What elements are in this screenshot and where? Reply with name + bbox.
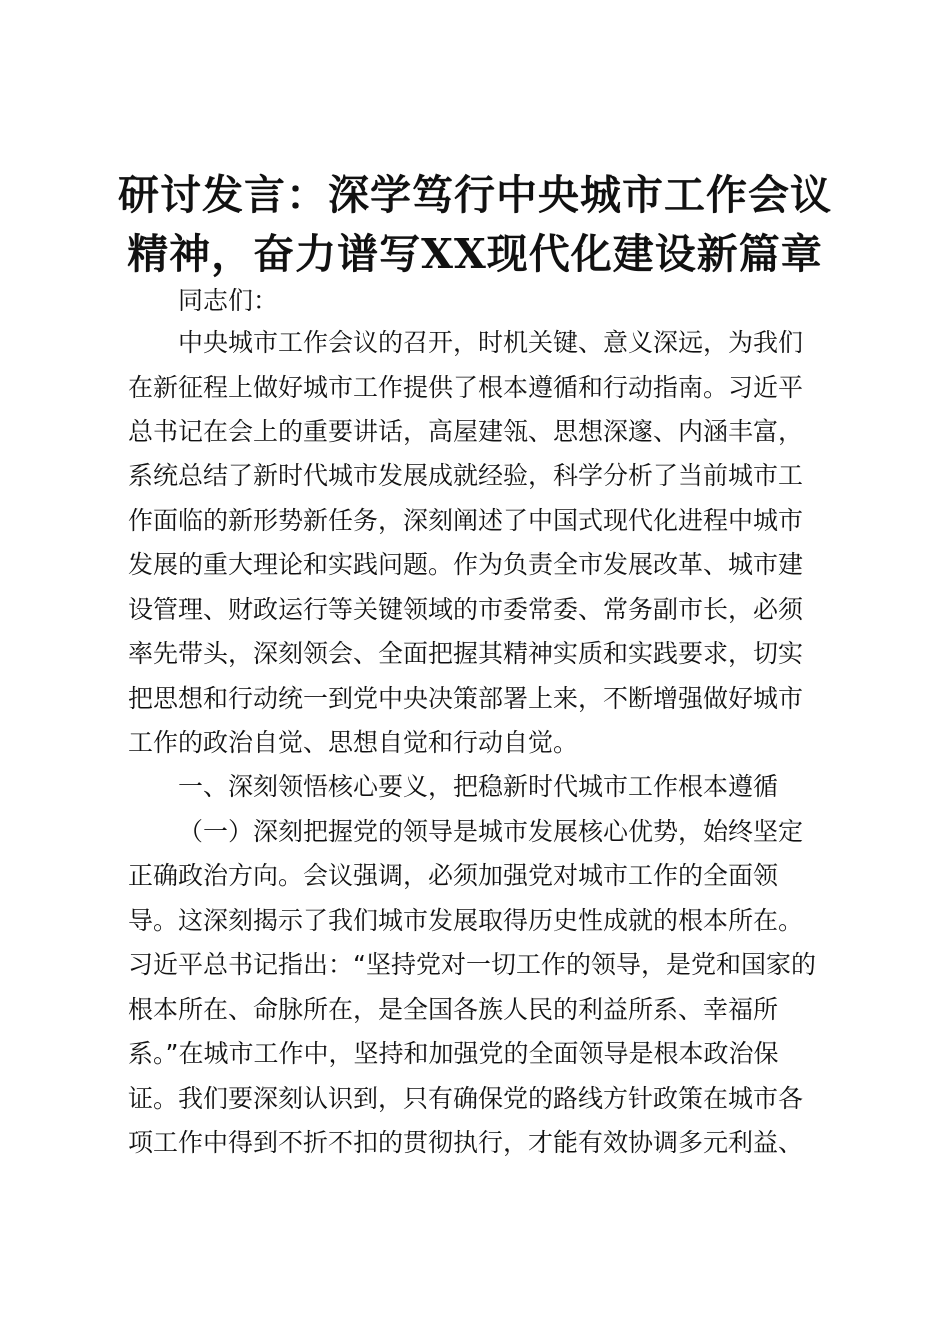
paragraph-line: 中央城市工作会议的召开，时机关键、意义深远，为我们 bbox=[178, 328, 804, 357]
paragraph-line: 系统总结了新时代城市发展成就经验，科学分析了当前城市工 bbox=[128, 461, 804, 490]
document-title bbox=[90, 166, 860, 284]
paragraph-line: 在新征程上做好城市工作提供了根本遵循和行动指南。习近平 bbox=[128, 373, 804, 402]
salutation: 同志们： bbox=[178, 286, 279, 315]
paragraph-line: 工作的政治自觉、思想自觉和行动自觉。 bbox=[128, 728, 579, 757]
paragraph-line: 总书记在会上的重要讲话，高屋建瓴、思想深邃、内涵丰富， bbox=[128, 417, 804, 446]
paragraph-line: 系。”在城市工作中，坚持和加强党的全面领导是根本政治保 bbox=[128, 1039, 779, 1068]
paragraph-line: 设管理、财政运行等关键领域的市委常委、常务副市长，必须 bbox=[128, 595, 804, 624]
subsection-heading: （一）深刻把握党的领导是城市发展核心优势，始终坚定 bbox=[178, 817, 804, 846]
paragraph-line: 项工作中得到不折不扣的贯彻执行，才能有效协调多元利益、 bbox=[128, 1128, 804, 1157]
paragraph-line: 率先带头，深刻领会、全面把握其精神实质和实践要求，切实 bbox=[128, 639, 804, 668]
paragraph-line: 证。我们要深刻认识到，只有确保党的路线方针政策在城市各 bbox=[128, 1084, 804, 1113]
paragraph-line: 导。这深刻揭示了我们城市发展取得历史性成就的根本所在。 bbox=[128, 906, 804, 935]
paragraph-line: 正确政治方向。会议强调，必须加强党对城市工作的全面领 bbox=[128, 861, 779, 890]
paragraph-line: 根本所在、命脉所在，是全国各族人民的利益所系、幸福所 bbox=[128, 995, 779, 1024]
title-line-1: 研讨发言：深学笃行中央城市工作会议 bbox=[118, 171, 832, 219]
paragraph-line: 发展的重大理论和实践问题。作为负责全市发展改革、城市建 bbox=[128, 550, 804, 579]
paragraph-line: 作面临的新形势新任务，深刻阐述了中国式现代化进程中城市 bbox=[128, 506, 804, 535]
section-heading: 一、深刻领悟核心要义，把稳新时代城市工作根本遵循 bbox=[178, 772, 779, 801]
paragraph-line: 习近平总书记指出：“坚持党对一切工作的领导，是党和国家的 bbox=[128, 950, 816, 979]
title-line-2: 精神，奋力谱写XX现代化建设新篇章 bbox=[127, 230, 823, 278]
paragraph-line: 把思想和行动统一到党中央决策部署上来，不断增强做好城市 bbox=[128, 684, 804, 713]
